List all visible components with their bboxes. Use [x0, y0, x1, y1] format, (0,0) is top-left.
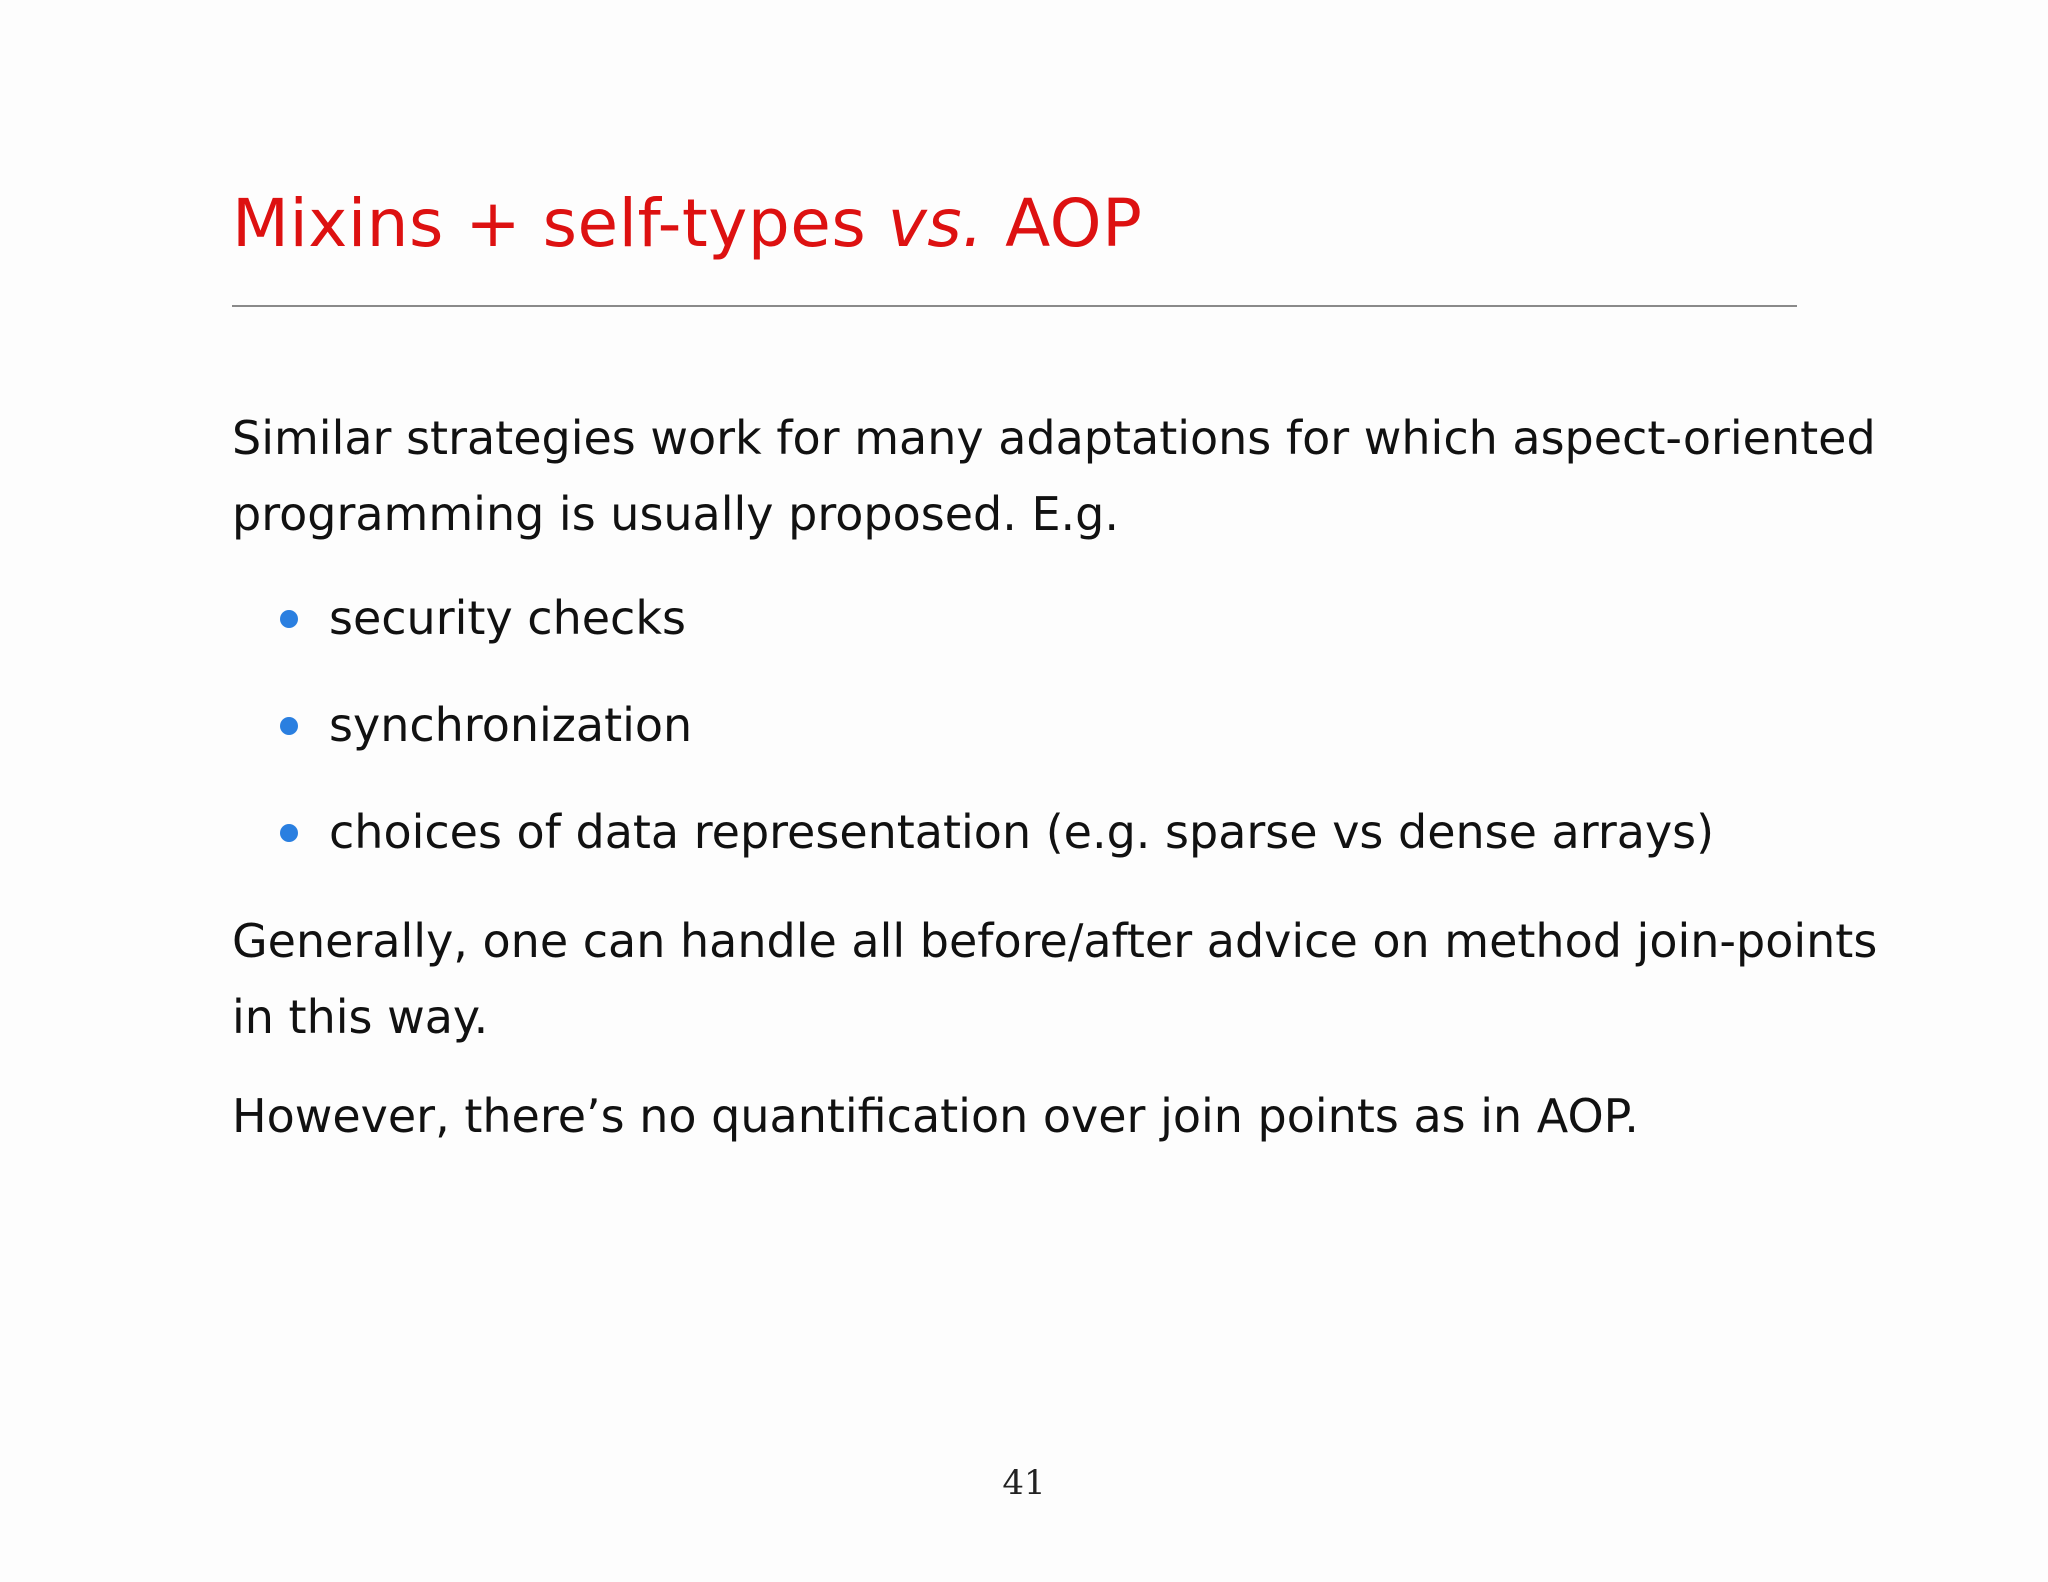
intro-line-1: Similar strategies work for many adaptations for which aspect-oriented [232, 411, 1876, 465]
title-divider [232, 305, 1797, 307]
title-text-italic: vs. [887, 185, 984, 262]
generally-paragraph [232, 903, 1877, 1055]
title-text-end: AOP [983, 185, 1143, 262]
bullet-text: synchronization [329, 698, 693, 752]
bullet-dot-icon [280, 610, 298, 628]
generally-line-2: in this way. [232, 990, 489, 1044]
intro-line-2: programming is usually proposed. E.g. [232, 487, 1119, 541]
title-text-main: Mixins + self-types [232, 185, 888, 262]
however-paragraph: However, there’s no quantification over join points as in AOP. [232, 1089, 1639, 1143]
slide-title [232, 185, 1143, 262]
bullet-text: choices of data representation (e.g. sparse vs dense arrays) [329, 805, 1715, 859]
bullet-text: security checks [329, 591, 686, 645]
intro-paragraph [232, 400, 1876, 552]
bullet-dot-icon [280, 717, 298, 735]
generally-line-1: Generally, one can handle all before/after advice on method join-points [232, 914, 1878, 968]
page-number: 41 [1002, 1463, 1046, 1503]
bullet-dot-icon [280, 824, 298, 842]
